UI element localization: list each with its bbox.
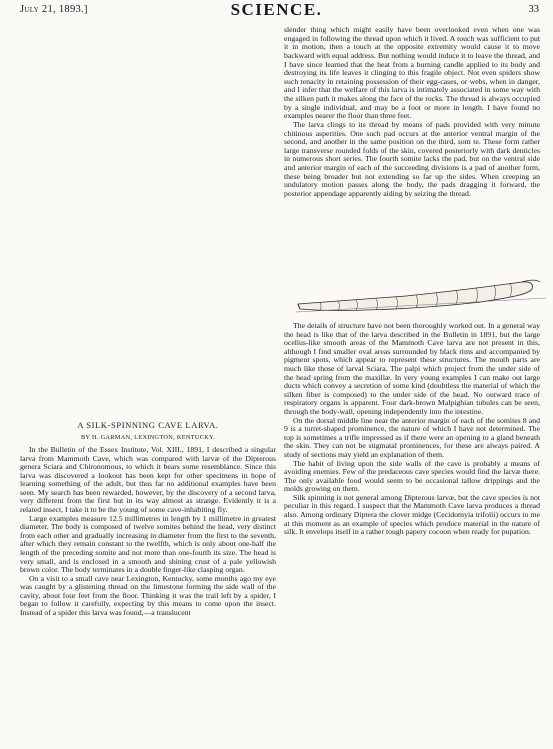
paragraph: The details of structure have not been thoroughly worked out. In a general way the head is like that of the larva described in the Bulletin in 1891, but the large ocellus-like smooth areas of the Mammoth Cave larva are not present in this, although I find smaller oval areas surrounded by black rims and accompanied by pigment spots, which appear to represent these structures. The mouth parts are much like those of larval Sciara. The palpi which project from the under side of the head spring from the maxillæ. In very young examples I can make out large ducts which convey a secretion of some kind (doubtless the material of which the silken fiber is composed) to the under side of the head. No outward trace of respiratory organs is apparent. Four dark-brown Malpighian tubules can be seen, through the body-wall, opening independently into the intestine. (284, 321, 540, 416)
paragraph: The larva clings to its thread by means of pads provided with very minute chitinous asperities. One such pad occurs at the anterior ventral margin of the second, and another in the same position on the third, som te. These form rather large transverse rounded folds of the skin, covered posteriorly with dark denticles in numerous short series. The fourth somite lacks the pad, but on the ventral side and anterior margin of each of the succeeding divisions is a pad of another form, these being broader but not extending so far up the sides. When creeping an undulatory motion passes along the body, the pads dragging it forward, the posterior appendage apparently aiding by seizing the thread. (284, 119, 540, 198)
paragraph: Large examples measure 12.5 millimetres in length by 1 millimetre in greatest diameter. The body is composed of twelve somites behind the head, very distinct from each other and gradually increasing in diameter from the first to the seventh, after which they remain constant to the twelfth, which is only about one-half the length of the preceding somite and not more than one-fourth its size. The head is very small, and is enclosed in a smooth and shining crust of a pale yellowish brown color. The body terminates in a double finger-like clasping organ. (20, 513, 276, 575)
paragraph: In the Bulletin of the Essex Institute, Vol. XIII., 1891, I described a singular larva from Mammoth Cave, which was compared with larvæ of the Dipterous genera Sciara and Chironomous, to which it bears some resemblance. Since this larva was discovered a lookout has been kept for other specimens in hope of learning something of the adult, but thus far no additional examples have been seen. My search has been rewarded, however, by the discovery of a second larva, very different from the first but in its way almost as strange. Evidently it is a related insect, I take it to be the young of some cave-inhabiting fly. (20, 445, 276, 515)
paragraph: On the dorsal middle line near the anterior margin of each of the somites 8 and 9 is a turret-shaped prominence, the nature of which I have not determined. The top is sometimes a trifle impressed as if there were an opening to a gland beneath the skin. They can not be stigmatal prominences, for these are always paired. A study of sections may yield an explanation of them. (284, 415, 540, 459)
article-title: A SILK-SPINNING CAVE LARVA. (77, 420, 219, 430)
issue-date: July 21, 1893.] (20, 4, 88, 15)
right-column-top (284, 26, 540, 199)
left-column-body (20, 446, 276, 618)
article-byline: BY H. GARMAN, LEXINGTON, KENTUCKY. (81, 434, 215, 441)
page-number: 33 (528, 4, 539, 15)
paragraph: The habit of living upon the side walls of the cave is probably a means of avoiding enemies. Few of the predaceous cave species would find the larvæ there. The only available food would seem to be occasional tallow drippings and the molds growing on them. (284, 458, 540, 494)
journal-title: SCIENCE. (230, 0, 323, 19)
paragraph: Silk spinning is not general among Dipterous larvæ, but the cave species is not peculiar in this regard. I suspect that the Mammoth Cave larva produces a thread also. Among ordinary Diptera the clover midge (Cecidomyia trifolii) occurs to me at this moment as an example of species which produce material in the nature of silk. It envelops itself in a rather tough papery cocoon when ready for pupation. (284, 492, 540, 537)
paragraph: On a visit to a small cave near Lexington, Kentucky, some months ago my eye was caught by a glistening thread on the limestone forming the side wall of the cavity, about four feet from the floor. Thinking it was the trail left by a spider, I began to follow it carefully, expecting by this means to come upon the insect. Instead of a spider this larva was found,—a translucent (20, 573, 276, 617)
larva-illustration (296, 276, 546, 320)
right-column-bottom (284, 322, 540, 537)
page-header (0, 0, 553, 22)
paragraph: slender thing which might easily have been overlooked even when one was engaged in following the thread upon which it lived. A touch was sufficient to put it in motion, then a touch at the opposite extremity would cause it to move backward with equal address. But nothing would induce it to leave the thread, and I have since learned that the heat from a burning candle applied to its body and destroying its life leaves it clinging to this fragile object. Not even spiders show such tenacity in retaining possession of their egg-cases, or webs, when in danger, and I infer that the welfare of this larva is intimately associated in some way with the silken path it makes along the face of the rocks. The thread is always occupied by a single individual, and may be a foot or more in length. I have found no examples nearer the floor than three feet. (284, 25, 540, 121)
